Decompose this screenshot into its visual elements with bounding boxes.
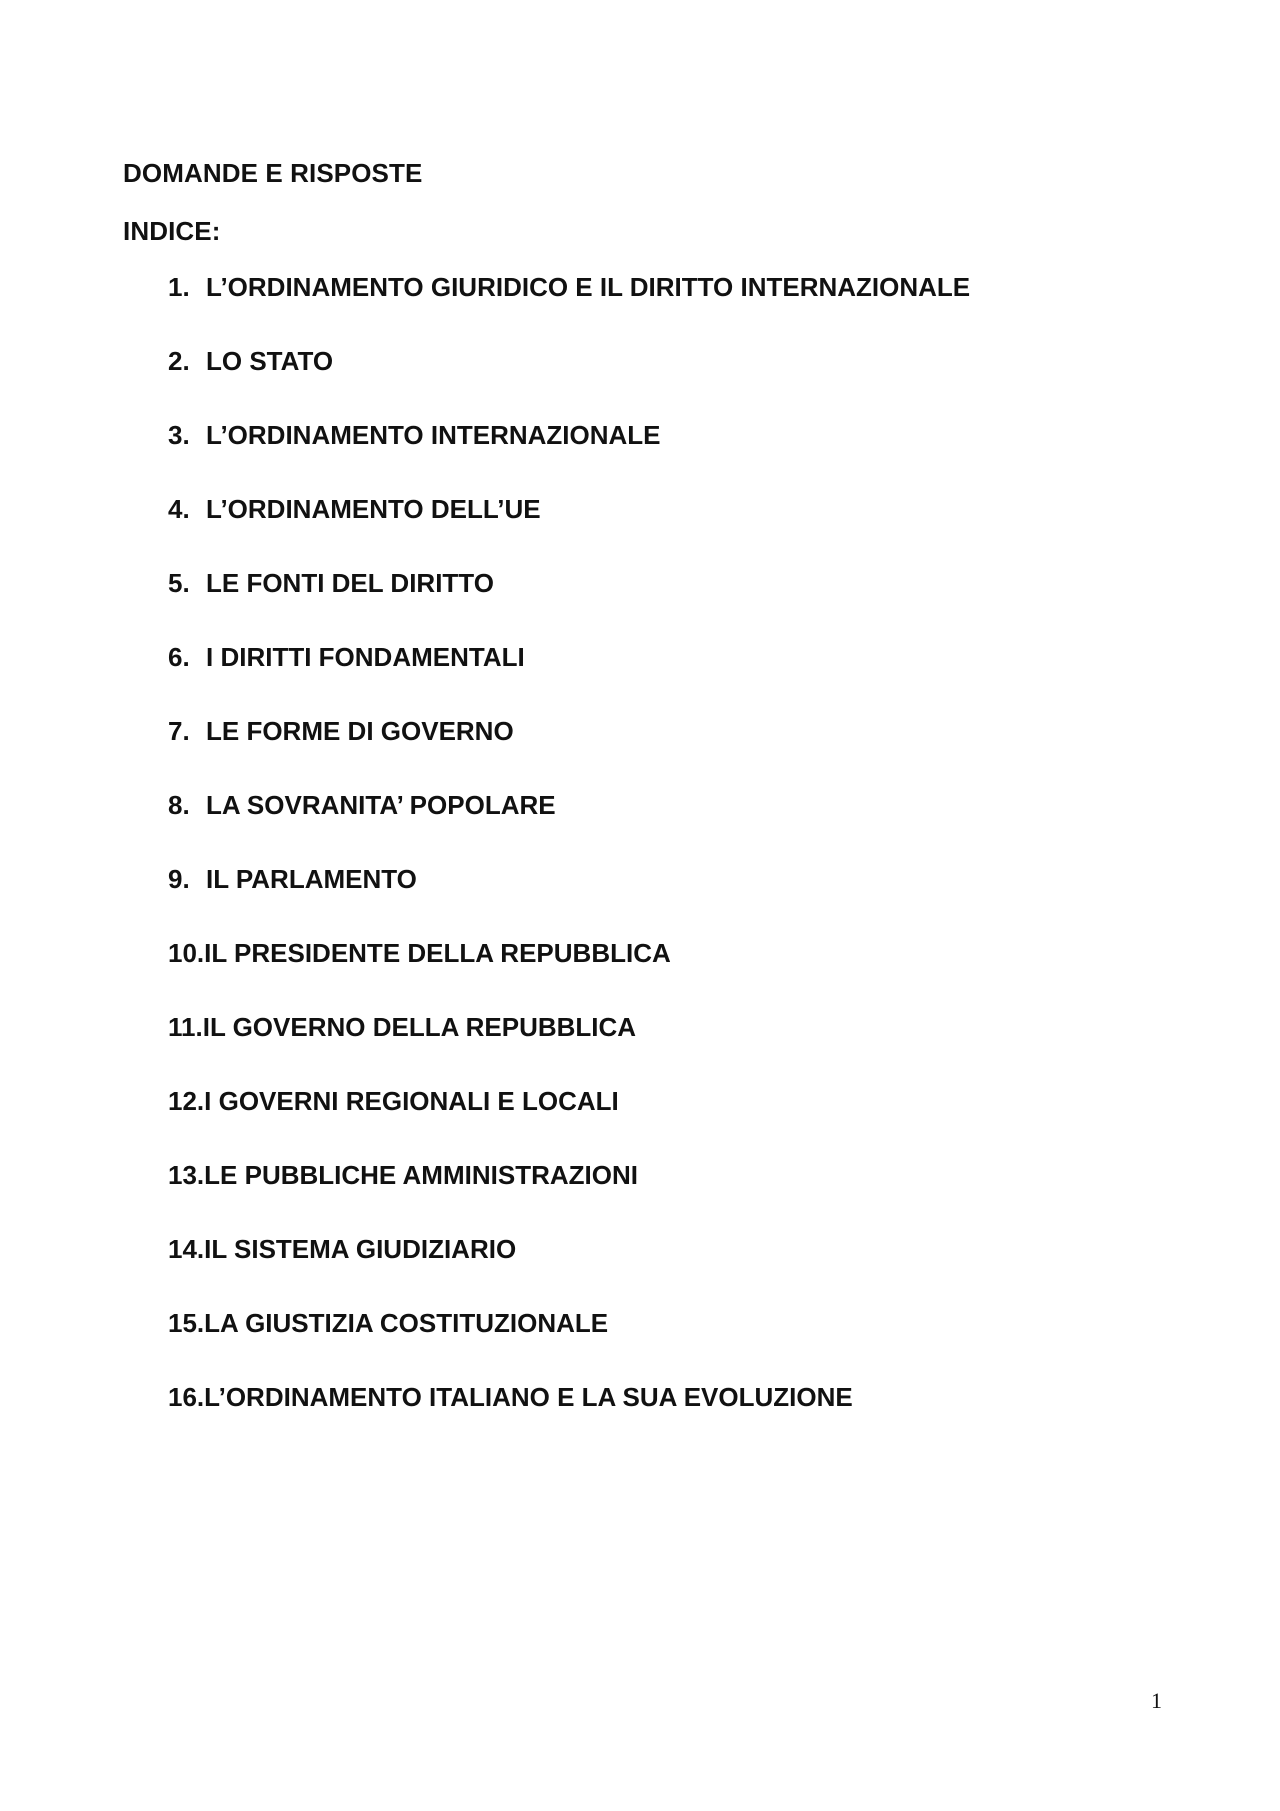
toc-number: 3. [168, 420, 190, 450]
toc-item-14 [168, 1233, 970, 1307]
toc-number: 4. [168, 494, 190, 524]
toc-label: LA SOVRANITA’ POPOLARE [206, 790, 556, 820]
toc-label: L’ORDINAMENTO DELL’UE [206, 494, 541, 524]
toc-label: IL PRESIDENTE DELLA REPUBBLICA [204, 938, 671, 968]
toc-number: 9. [168, 864, 190, 894]
toc-label: L’ORDINAMENTO GIURIDICO E IL DIRITTO INTERNAZIONALE [206, 272, 971, 302]
toc-item-6 [168, 641, 970, 715]
toc-item-1 [168, 271, 970, 345]
toc-label: LA GIUSTIZIA COSTITUZIONALE [204, 1308, 609, 1338]
toc-number: 16. [168, 1382, 205, 1412]
toc-number: 5. [168, 568, 190, 598]
toc-label: I DIRITTI FONDAMENTALI [206, 642, 525, 672]
toc-label: I GOVERNI REGIONALI E LOCALI [204, 1086, 619, 1116]
toc-item-10 [168, 937, 970, 1011]
toc-number: 10. [168, 938, 205, 968]
toc-item-7 [168, 715, 970, 789]
index-label: INDICE: [123, 216, 221, 246]
toc-item-2 [168, 345, 970, 419]
toc-number: 13. [168, 1160, 205, 1190]
toc-number: 2. [168, 346, 190, 376]
toc-label: LE FONTI DEL DIRITTO [206, 568, 494, 598]
toc-label: L’ORDINAMENTO ITALIANO E LA SUA EVOLUZIONE [204, 1382, 853, 1412]
toc-label: L’ORDINAMENTO INTERNAZIONALE [206, 420, 661, 450]
toc-item-13 [168, 1159, 970, 1233]
toc-item-5 [168, 567, 970, 641]
toc-number: 7. [168, 716, 190, 746]
toc-label: IL SISTEMA GIUDIZIARIO [204, 1234, 517, 1264]
toc-item-3 [168, 419, 970, 493]
toc-item-15 [168, 1307, 970, 1381]
toc-item-9 [168, 863, 970, 937]
toc-item-8 [168, 789, 970, 863]
toc-number: 15. [168, 1308, 205, 1338]
toc-number: 14. [168, 1234, 205, 1264]
toc-number: 11. [168, 1012, 203, 1042]
toc-label: LO STATO [206, 346, 334, 376]
toc-number: 8. [168, 790, 190, 820]
toc-item-16 [168, 1381, 970, 1455]
toc-number: 6. [168, 642, 190, 672]
toc-label: LE PUBBLICHE AMMINISTRAZIONI [204, 1160, 638, 1190]
toc-number: 12. [168, 1086, 205, 1116]
toc-label: IL GOVERNO DELLA REPUBBLICA [202, 1012, 637, 1042]
toc-label: LE FORME DI GOVERNO [206, 716, 514, 746]
toc-item-4 [168, 493, 970, 567]
document-title: DOMANDE E RISPOSTE [123, 158, 423, 188]
toc-item-12 [168, 1085, 970, 1159]
table-of-contents [168, 271, 970, 1455]
page-number: 1 [1151, 1688, 1162, 1713]
toc-item-11 [168, 1011, 970, 1085]
toc-label: IL PARLAMENTO [206, 864, 417, 894]
toc-number: 1. [168, 272, 190, 302]
